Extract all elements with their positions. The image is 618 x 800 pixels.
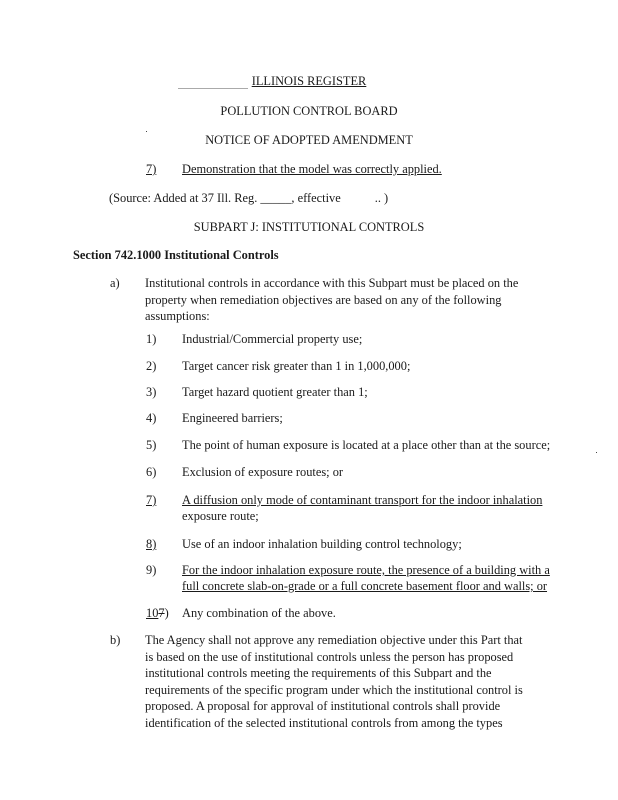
item-6-text: Exclusion of exposure routes; or <box>182 465 344 479</box>
item-10-paren: ) <box>164 606 169 620</box>
item-7-text-line1: A diffusion only mode of contaminant transport for the indoor inhalation <box>182 493 543 507</box>
item-4-text: Engineered barriers; <box>182 411 283 425</box>
subsection-a-label: a) <box>110 276 120 290</box>
scan-mark <box>178 88 248 89</box>
item-5-number: 5) <box>146 438 157 452</box>
item-4-number: 4) <box>146 411 157 425</box>
item-6-number: 6) <box>146 465 157 479</box>
item-9-text-line2: full concrete slab-on-grade or a full concrete basement floor and walls; or <box>182 579 548 593</box>
item-8-number: 8) <box>146 537 157 551</box>
subsection-b-label: b) <box>110 633 121 647</box>
subsection-a-text: Institutional controls in accordance with this Subpart must be placed on the property when remediation objectives are based on any of the following assumptions: <box>145 276 519 324</box>
section-heading: Section 742.1000 Institutional Controls <box>73 248 279 262</box>
item-10-old-number: 7 <box>158 606 165 620</box>
source-prefix: (Source: Added at 37 Ill. Reg. <box>109 191 261 205</box>
source-end: .. ) <box>374 191 389 205</box>
notice-title: NOTICE OF ADOPTED AMENDMENT <box>205 133 413 147</box>
item-7-number: 7) <box>146 493 157 507</box>
item-2-number: 2) <box>146 359 157 373</box>
item-2-text: Target cancer risk greater than 1 in 1,000,000; <box>182 359 411 373</box>
item-8-text: Use of an indoor inhalation building control technology; <box>182 537 462 551</box>
item-9-text-line1: For the indoor inhalation exposure route, the presence of a building with a <box>182 563 550 577</box>
item-3-number: 3) <box>146 385 157 399</box>
register-title: ILLINOIS REGISTER <box>251 74 367 88</box>
item-3-text: Target hazard quotient greater than 1; <box>182 385 368 399</box>
scan-dot <box>596 452 597 453</box>
item-1-number: 1) <box>146 332 157 346</box>
item-7-top-text: Demonstration that the model was correctly applied. <box>182 162 442 176</box>
item-7-text-line2: exposure route; <box>182 509 259 523</box>
scan-dot <box>146 131 147 132</box>
item-5-text: The point of human exposure is located at a place other than at the source; <box>182 438 551 452</box>
subpart-title: SUBPART J: INSTITUTIONAL CONTROLS <box>193 220 425 234</box>
board-title: POLLUTION CONTROL BOARD <box>220 104 398 118</box>
item-9-number: 9) <box>146 563 157 577</box>
item-1-text: Industrial/Commercial property use; <box>182 332 363 346</box>
item-10-new-number: 10 <box>146 606 159 620</box>
item-7-top-number: 7) <box>146 162 157 176</box>
item-10-number <box>146 607 169 619</box>
source-suffix: , effective <box>291 191 341 205</box>
source-blank: _____ <box>260 191 292 205</box>
subsection-b-text: The Agency shall not approve any remediation objective under this Part that is based on the use of institutional controls unless the person has proposed institutional controls meeting the requirements of this Subpart and the requirements of the specific program under which the institutional control is proposed. A proposal for approval of institutional controls shall provide identification of the selected institutional controls from among the types <box>145 633 523 730</box>
source-note <box>109 192 388 204</box>
item-10-text: Any combination of the above. <box>182 606 336 620</box>
